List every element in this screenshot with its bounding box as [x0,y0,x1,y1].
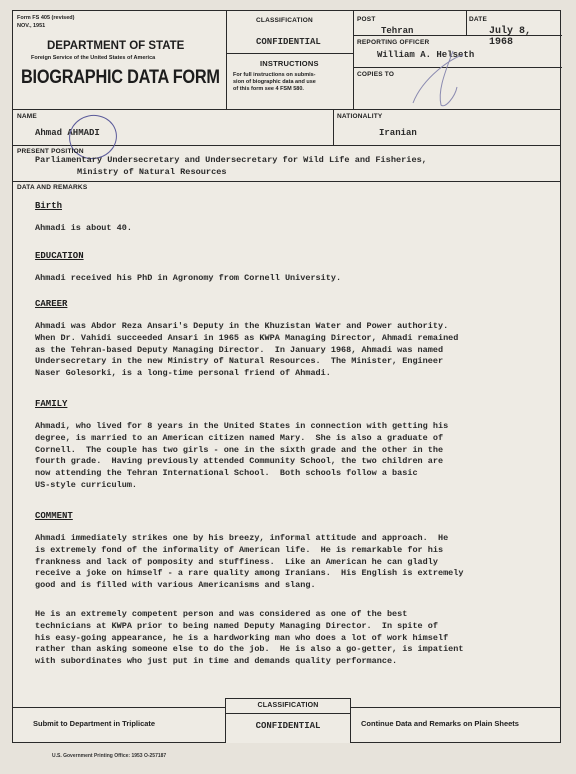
instructions-line-2: sion of biographic data and use [233,79,316,85]
section-birth-text: Ahmadi is about 40. [35,223,132,233]
gpo-imprint: U.S. Government Printing Office: 1953 O-257187 [52,753,167,759]
section-family-heading: FAMILY [35,399,68,409]
section-comment-text-2: He is an extremely competent person and was considered as one of the best technicians at KWPA prior to being named Deputy Managing Director. In spite of his easy-going appearance, he is a hardworking man who does a lot of work himself rather than asking someone else to do the job. He is also a go-getter, is impatient with subordinates who just put in time and demands quality performance. [35,609,464,667]
reporting-officer-label: REPORTING OFFICER [357,39,430,46]
department-name: DEPARTMENT OF STATE [47,40,185,52]
name-row [13,109,560,146]
present-position-line-1: Parliamentary Undersecretary and Undersecretary for Wild Life and Fisheries, [35,155,427,165]
section-comment-heading: COMMENT [35,511,73,521]
classification-label: CLASSIFICATION [256,17,313,24]
form-number: Form FS 405 (revised) [17,15,75,21]
footer-classification-value: CONFIDENTIAL [255,721,321,731]
section-education-text: Ahmadi received his PhD in Agronomy from Cornell University. [35,273,342,283]
section-career-text: Ahmadi was Abdor Reza Ansari's Deputy in the Khuzistan Water and Power authority. When Dr. Vahidi succeeded Ansari in 1965 as KWPA Managing Director, Ahmadi remained as the Tehran-based Deputy Managing Director. In January 1968, Ahmadi was named Undersecretary in the new Ministry of Natural Resources. The Minister, Engineer Naser Golesorki, is a long-time personal friend of Ahmadi. [35,321,459,379]
instructions-line-3: of this form see 4 FSM 580. [233,86,304,92]
name-value: Ahmad AHMADI [35,128,100,138]
service-name: Foreign Service of the United States of America [31,55,156,61]
name-label: NAME [17,113,37,120]
form-title: BIOGRAPHIC DATA FORM [21,67,220,88]
present-position-line-2: Ministry of Natural Resources [77,167,227,177]
biographic-data-form [12,10,561,743]
date-label: DATE [469,16,488,23]
present-position-row [13,145,560,182]
form-header [13,11,560,110]
instructions-label: INSTRUCTIONS [260,59,319,68]
form-footer [13,702,560,742]
footer-submit-note: Submit to Department in Triplicate [33,719,156,728]
section-education-heading: EDUCATION [35,251,84,261]
post-label: POST [357,16,376,23]
present-position-label: PRESENT POSITION [17,148,84,155]
nationality-value: Iranian [379,128,417,138]
instructions-line-1: For full instructions on submis- [233,72,316,78]
footer-classification-box [225,698,351,743]
classification-value: CONFIDENTIAL [256,37,321,47]
post-value: Tehran [381,26,414,36]
section-family-text: Ahmadi, who lived for 8 years in the United States in connection with getting his degree, is married to an American citizen named Mary. She is also a graduate of Cornell. The couple has two girls - one in the sixth grade and the other in the fourth grade. Having previously attended Community School, the two children are now attending the Tehran International School. Both schools follow a basic US-style curriculum. [35,421,449,490]
date-value: July 8, 1968 [489,26,532,48]
handwritten-mark [393,47,473,109]
nationality-label: NATIONALITY [337,113,383,120]
data-and-remarks [13,181,560,701]
footer-continue-note: Continue Data and Remarks on Plain Sheets [361,719,519,728]
reporting-officer-value: William A. Helseth [377,50,475,60]
copies-to-label: COPIES TO [357,71,395,78]
data-and-remarks-label: DATA AND REMARKS [17,184,88,191]
section-career-heading: CAREER [35,299,68,309]
section-comment-text-1: Ahmadi immediately strikes one by his breezy, informal attitude and approach. He is extremely fond of the informality of American life. He is remarkable for his frankness and lack of pomposity and stuffiness. Like an American he can gladly receive a joke on himself - a rare quality among Iranians. His English is extremely good and is filled with various Americanisms and slang. [35,533,464,591]
footer-classification-label: CLASSIFICATION [257,702,319,709]
section-birth-heading: Birth [35,201,63,211]
form-date-code: NOV., 1951 [17,23,46,29]
